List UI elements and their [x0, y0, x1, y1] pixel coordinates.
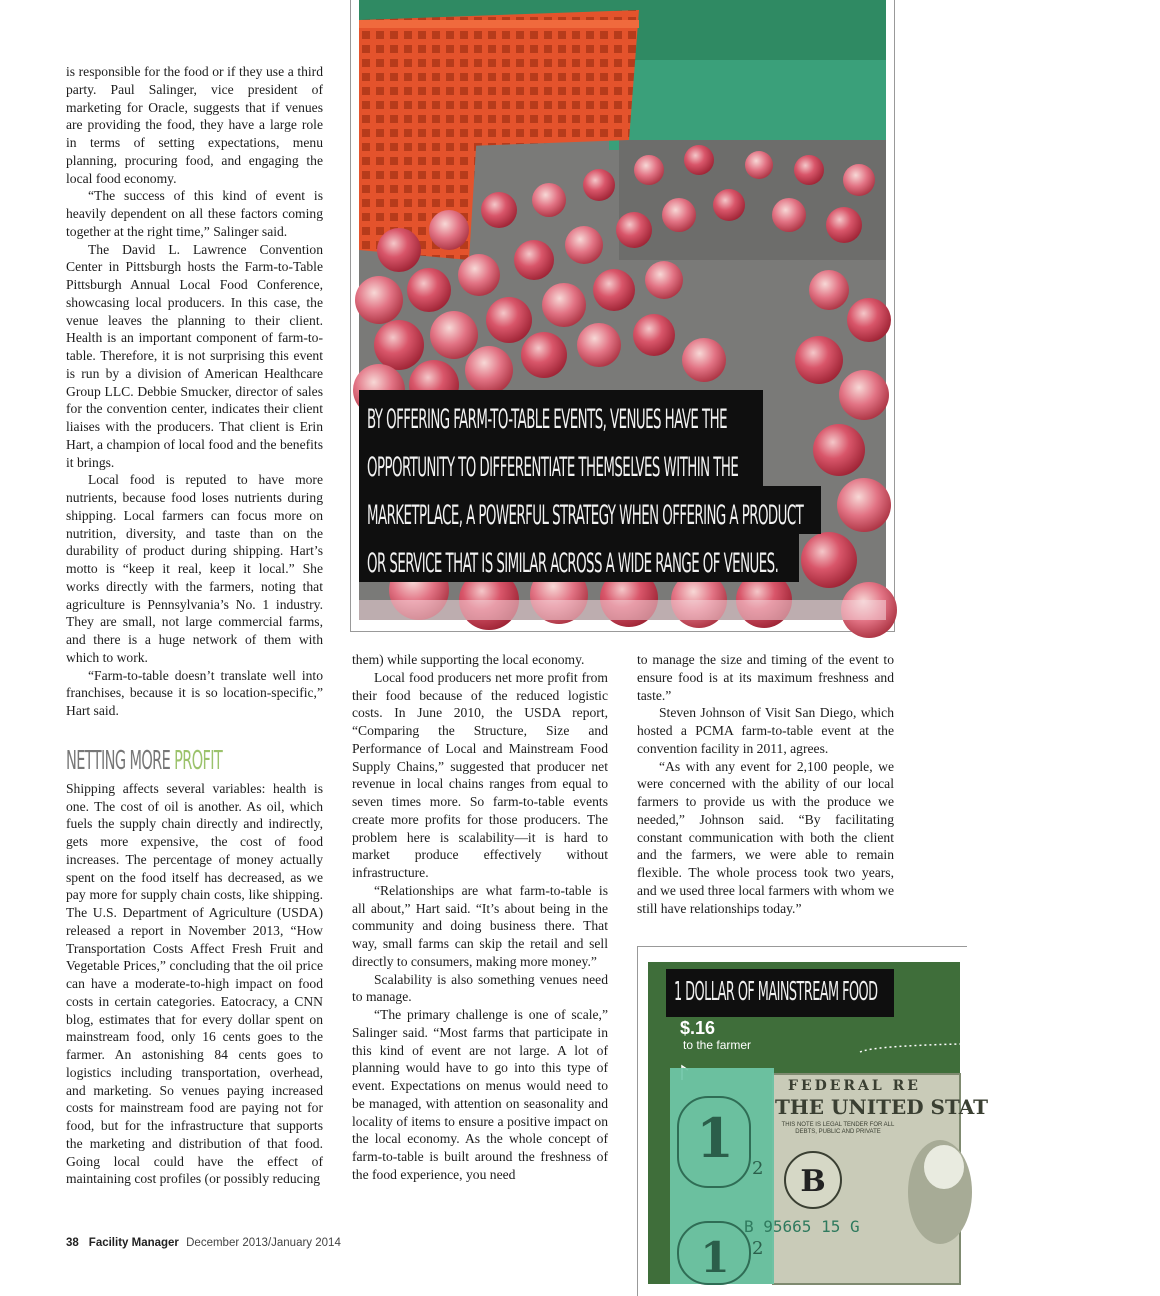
paragraph: Scalability is also something venues need to manage.: [352, 971, 608, 1005]
farmer-share-amount: $.16: [680, 1018, 716, 1038]
bill-numeral: 1: [696, 1106, 734, 1170]
paragraph: The David L. Lawrence Convention Center in Pittsburgh hosts the Farm-to-Table Pittsburgh Annual Local Food Conference, showcasing local producers. In this case, the venue leaves the planning to their client. Health is an important component of farm-to-table. Therefore, it is not surprising this event is run by a division of American Healthcare Group LLC. Debbie Smucker, director of sales for the convention center, indicates their client liaises with the producers. That client is Erin Hart, a champion of local food and the benefits it brings.: [66, 241, 323, 470]
issue-date: December 2013/January 2014: [186, 1237, 341, 1249]
bill-header: FEDERAL RE: [788, 1078, 921, 1094]
paragraph: “As with any event for 2,100 people, we were concerned with the ability of our local farmers to provide us with the produce we needed,” Johnson said. “By facilitating constant communication with both the client and the farmers, we were able to remain flexible. The whole process took two years, and we used three local farmers with whom we still have relationships today.”: [637, 758, 894, 916]
farmer-share-caption: to the farmer: [683, 1038, 752, 1052]
pull-quote: [359, 390, 829, 582]
paragraph: Local food producers net more profit from their food because of the reduced logistic costs. In June 2010, the USDA report, “Comparing the Structure, Size and Performance of Local and Mainstream Food Supply Chains,” suggested that producer net revenue in local chains ranges from equal to seven times more. So farm-to-table events create more profits for those producers. The problem here is scalability—it is hard to market produce effectively without infrastructure.: [352, 669, 608, 880]
paragraph: is responsible for the food or if they use a third party. Paul Salinger, vice president of marketing for Oracle, suggests that if venues are providing the food, they have a large role in terms of setting expectations, menu planning, procuring food, and engaging the local food economy.: [66, 64, 323, 186]
pull-quote-line: OR SERVICE THAT IS SIMILAR ACROSS A WIDE RANGE OF VENUES.: [359, 534, 799, 582]
page-footer: [66, 1237, 341, 1249]
bill-seal-letter: B: [800, 1164, 826, 1199]
bill-serial: B 95665 15 G: [744, 1217, 860, 1236]
paragraph: them) while supporting the local economy.: [352, 652, 585, 667]
heading-part-1: NETTING MORE: [66, 745, 175, 776]
dollar-infographic: [648, 962, 989, 1284]
article-column-1: [66, 63, 323, 1188]
bill-title: THE UNITED STAT: [775, 1095, 989, 1119]
dollar-bill-image: [648, 962, 989, 1284]
bill-legal-note: THIS NOTE IS LEGAL TENDER FOR ALL DEBTS, PUBLIC AND PRIVATE: [781, 1122, 895, 1135]
section-heading: [66, 746, 225, 776]
magazine-name: Facility Manager: [88, 1237, 179, 1249]
infographic-title: 1 DOLLAR OF MAINSTREAM FOOD: [666, 969, 894, 1017]
paragraph: Local food is reputed to have more nutrients, because food loses nutrients during shipping. Local farmers can focus more on nutrition, diversity, and taste than on the durability of product during shipping. Hart’s motto is “keep it real, keep it local.” She works directly with the farmers, noting that agriculture is Pennsylvania’s No. 1 industry. They are small, not large commercial farms, and there is a huge network of them with which to work.: [66, 472, 323, 665]
page-number: 38: [66, 1237, 79, 1249]
bill-numeral-lower: 1: [700, 1233, 730, 1282]
article-column-2: [352, 651, 608, 1184]
paragraph: “The primary challenge is one of scale,” Salinger said. “Most farms that participate in this kind of event are not large. A lot of planning would have to go into this type of event. Expectations on menus would need to be managed, with attention on seasonality and locality of items to ensure a positive impact on the local economy. As the whole concept of farm-to-table is built around the freshness of the food experience, you need: [352, 1007, 608, 1182]
paragraph: “Farm-to-table doesn’t translate well into franchises, because it is so location-specific,” Hart said.: [66, 667, 323, 718]
paragraph: to manage the size and timing of the event to ensure food is at its maximum freshness and taste.”: [637, 652, 894, 703]
paragraph: Steven Johnson of Visit San Diego, which hosted a PCMA farm-to-table event at the convention facility in 2011, agrees.: [637, 705, 894, 756]
bill-two-lower: 2: [752, 1238, 764, 1259]
article-column-3: [637, 651, 894, 917]
bill-two: 2: [752, 1158, 764, 1179]
pull-quote-line: BY OFFERING FARM-TO-TABLE EVENTS, VENUES HAVE THE: [359, 390, 763, 438]
paragraph: Shipping affects several variables: health is one. The cost of oil is another. As oil, which fuels the supply chain directly and indirectly, gets more expensive, the cost of food increases. The percentage of money actually spent on the food itself has decreased, as we pay more for supply chain costs, like shipping. The U.S. Department of Agriculture (USDA) released a report in November 2013, “How Transportation Costs Affect Fresh Fruit and Vegetable Prices,” concluding that the oil price can have a moderate-to-high impact on food costs in certain categories. Eatocracy, a CNN blog, estimates that for every dollar spent on mainstream food, only 16 cents goes to the farmer. An astonishing 84 cents goes to logistics including transportation, overhead, and marketing. So venues paying increased costs for mainstream food are paying not for food, but for the infrastructure that supports the marketing and distribution of that food. Going local could have the effect of maintaining cost profiles (or possibly reducing: [66, 780, 323, 1187]
paragraph: “Relationships are what farm-to-table is all about,” Hart said. “It’s about being in the community and doing business there. That way, small farms can skip the retail and sell directly to consumers, making more money.”: [352, 882, 608, 969]
paragraph: “The success of this kind of event is heavily dependent on all these factors coming together at the right time,” Salinger said.: [66, 188, 323, 239]
pull-quote-line: MARKETPLACE, A POWERFUL STRATEGY WHEN OFFERING A PRODUCT: [359, 486, 821, 534]
pull-quote-line: OPPORTUNITY TO DIFFERENTIATE THEMSELVES WITHIN THE: [359, 438, 763, 486]
heading-part-2: PROFIT: [174, 745, 223, 776]
